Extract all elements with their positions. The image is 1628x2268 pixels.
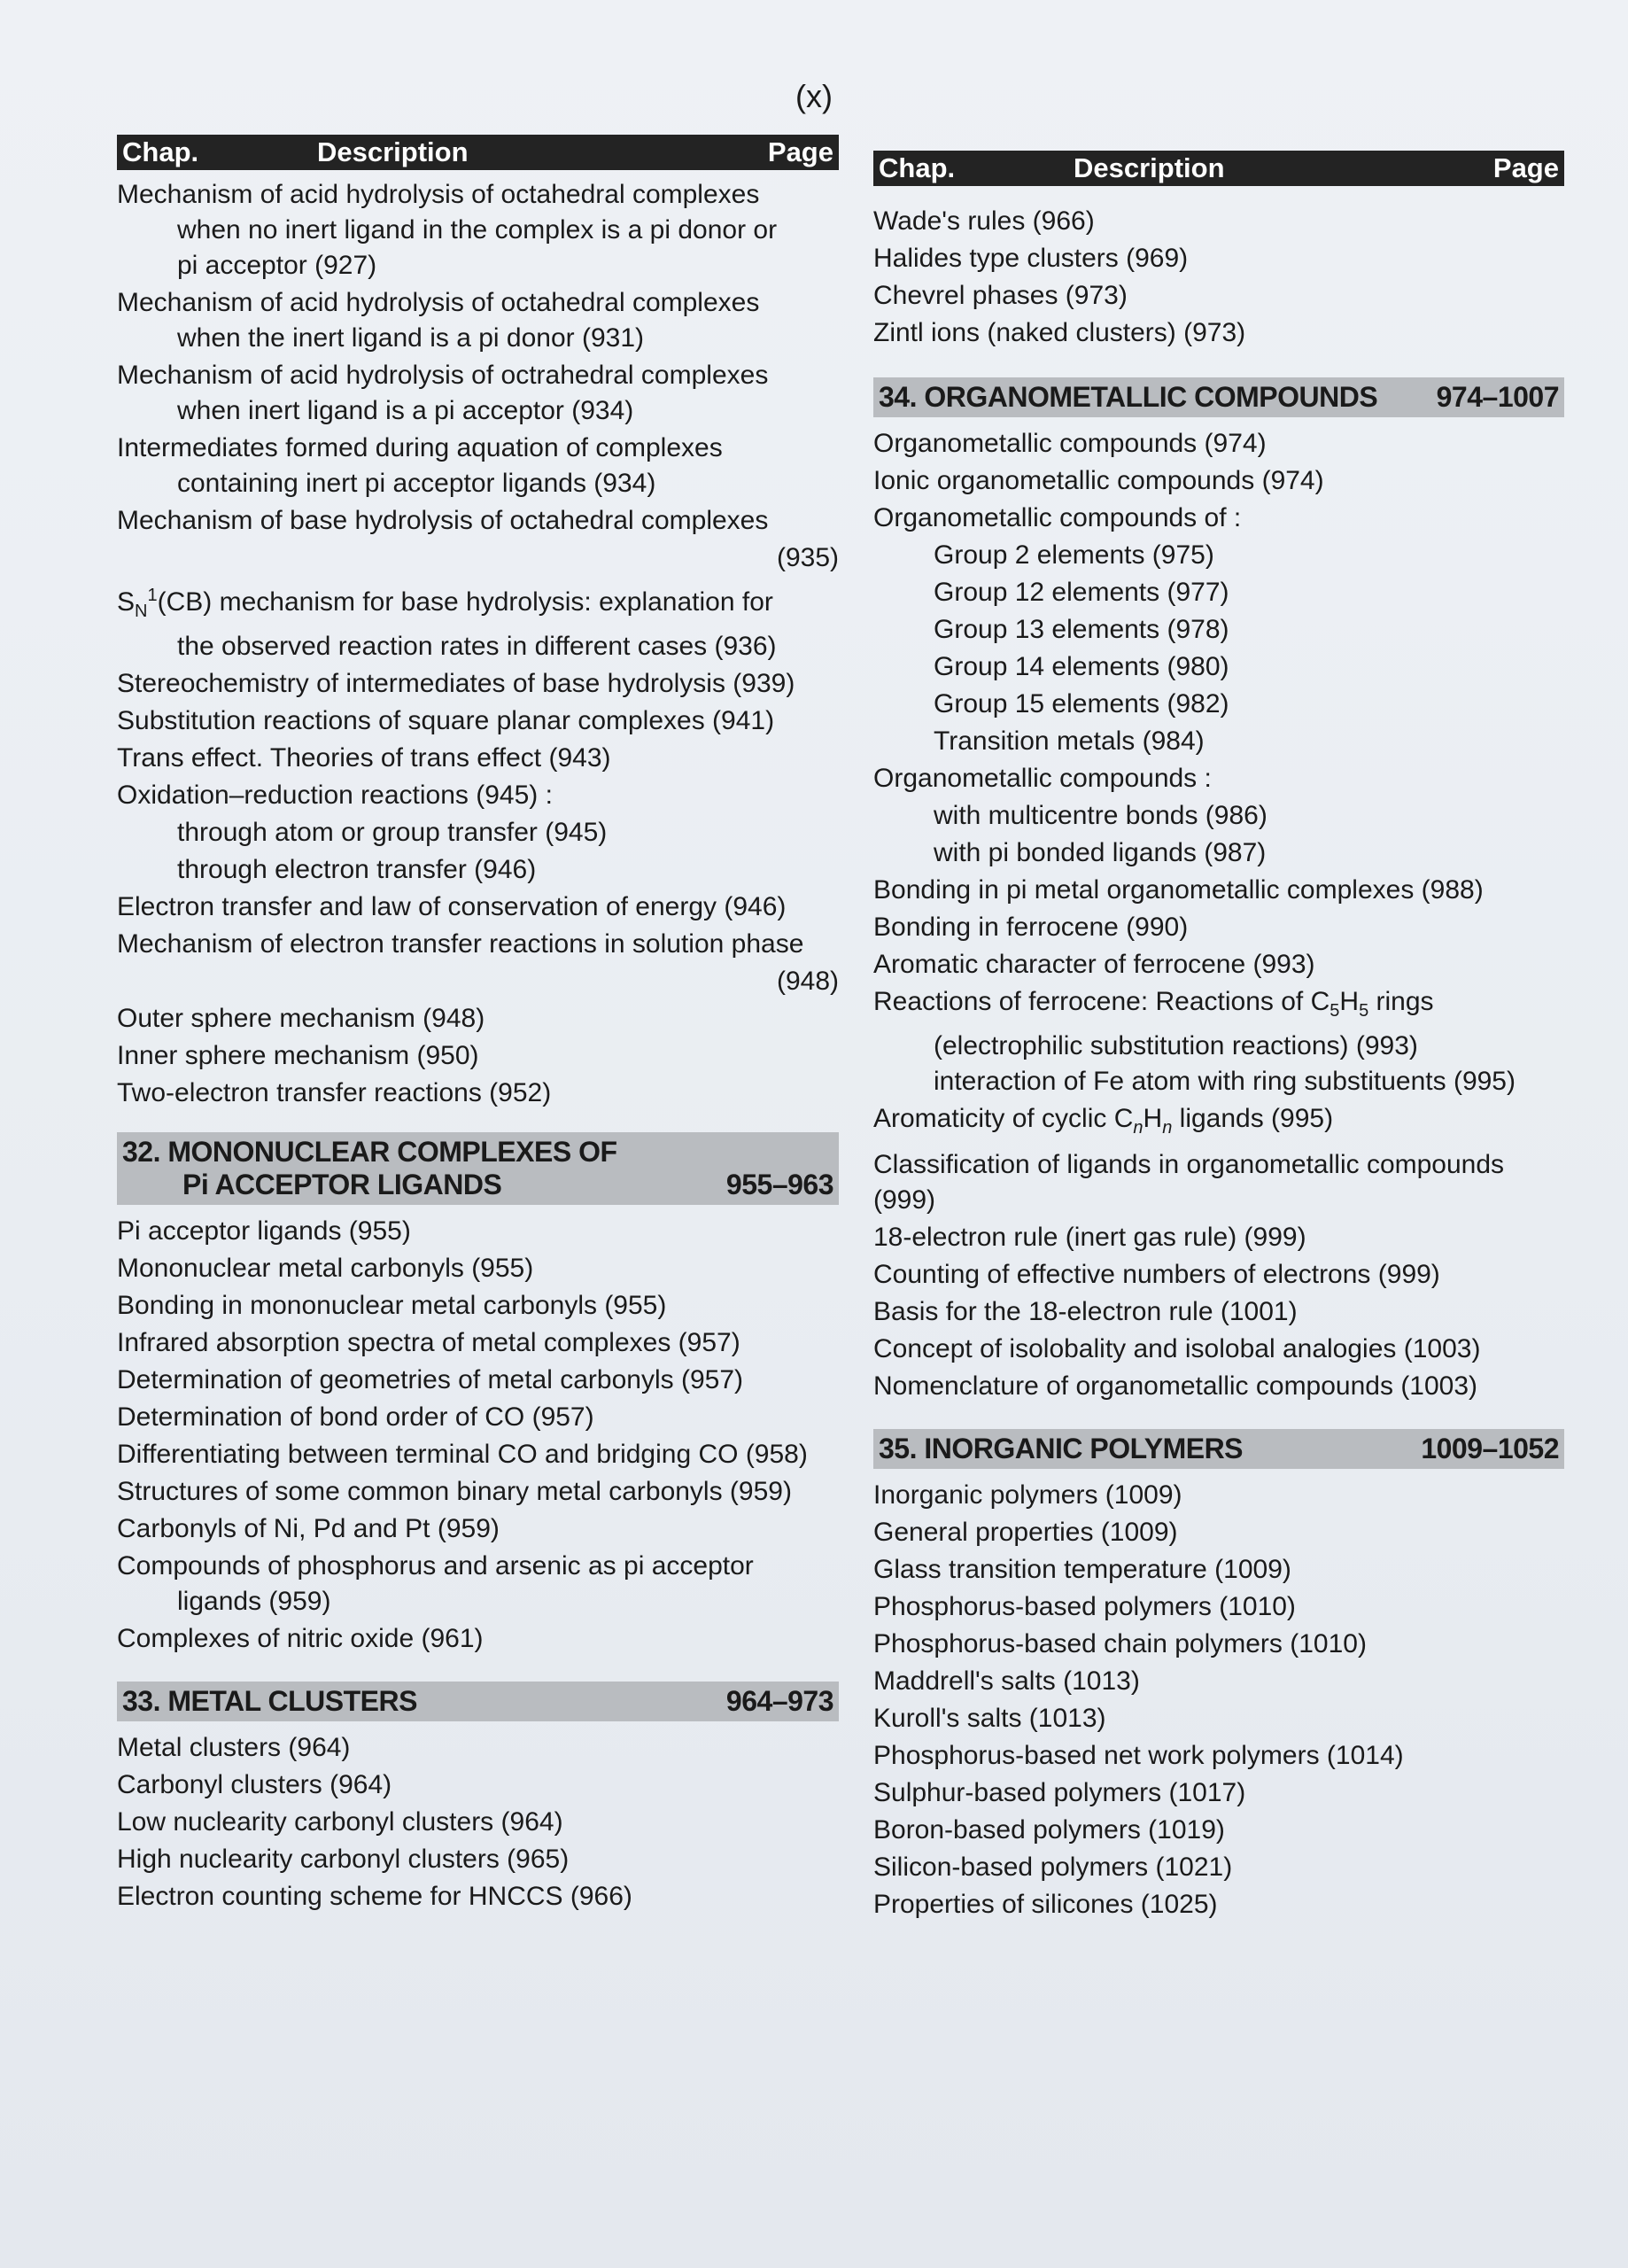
page-ref: (948) (776, 967, 839, 996)
right-column (873, 151, 1564, 1924)
toc-entry: Phosphorus-based net work polymers (1014) (873, 1741, 1404, 1770)
toc-entry: Bonding in ferrocene (990) (873, 913, 1189, 942)
toc-entry: Stereochemistry of intermediates of base hydrolysis (939) (117, 669, 795, 698)
section-32-title-line2: Pi ACCEPTOR LIGANDS (182, 1169, 502, 1200)
section-34-header (873, 377, 1564, 417)
toc-entry: Pi acceptor ligands (955) (117, 1216, 411, 1246)
entry-line: Mechanism of acid hydrolysis of octahedral complexes (117, 288, 760, 317)
toc-entry: Counting of effective numbers of electrons (999) (873, 1260, 1440, 1289)
toc-entry: Metal clusters (964) (117, 1733, 351, 1762)
toc-entry: Trans effect. Theories of trans effect (943) (117, 743, 611, 773)
toc-subentry: Group 15 elements (982) (934, 689, 1229, 718)
toc-entry: Chevrel phases (973) (873, 281, 1128, 310)
toc-entry (873, 984, 1564, 1099)
toc-subentry: Group 12 elements (977) (934, 578, 1229, 607)
sn-s: S (117, 587, 136, 617)
toc-entry: Glass transition temperature (1009) (873, 1555, 1291, 1584)
toc-entry (117, 503, 839, 539)
entry-continuation: when the inert ligand is a pi donor (931) (177, 323, 644, 353)
header-description: Description (317, 136, 469, 167)
toc-entry: Kuroll's salts (1013) (873, 1704, 1106, 1733)
section-32-header (117, 1132, 839, 1205)
section-33-header (117, 1682, 839, 1721)
entry-continuation: when no inert ligand in the complex is a pi donor or (177, 215, 778, 245)
toc-entry: Organometallic compounds : (873, 764, 1212, 793)
toc-entry: Organometallic compounds (974) (873, 429, 1267, 458)
aromaticity-sub-n: n (1133, 1118, 1143, 1138)
toc-entry: Structures of some common binary metal carbonyls (959) (117, 1477, 792, 1506)
toc-entry: Differentiating between terminal CO and bridging CO (958) (117, 1440, 808, 1469)
toc-entry: High nuclearity carbonyl clusters (965) (117, 1845, 570, 1874)
entry-continuation: interaction of Fe atom with ring substituents (995) (934, 1067, 1516, 1096)
toc-entry: 18-electron rule (inert gas rule) (999) (873, 1223, 1306, 1252)
ferrocene-tail: rings (1368, 987, 1434, 1016)
sn-sub: N (135, 602, 148, 621)
ferrocene-sub2: 5 (1359, 1001, 1369, 1021)
toc-entry: Substitution reactions of square planar complexes (941) (117, 706, 775, 735)
section-32-pages: 955–963 (725, 1169, 833, 1200)
left-column (117, 135, 839, 1916)
header-chap: Chap. (879, 152, 956, 183)
toc-entry: Ionic organometallic compounds (974) (873, 466, 1324, 495)
toc-header (117, 135, 839, 170)
entry-continuation: the observed reaction rates in different cases (936) (177, 632, 777, 661)
aromaticity-pre: Aromaticity of cyclic C (873, 1104, 1134, 1133)
toc-entry: Bonding in pi metal organometallic complexes (988) (873, 875, 1484, 905)
entry-continuation: (electrophilic substitution reactions) (993) (934, 1031, 1418, 1060)
toc-entry: Maddrell's salts (1013) (873, 1666, 1140, 1696)
entry-line: Intermediates formed during aquation of complexes (117, 433, 723, 462)
sn-rest: (CB) mechanism for base hydrolysis: explanation for (157, 587, 773, 617)
toc-entry: Nomenclature of organometallic compounds (1003) (873, 1371, 1478, 1401)
toc-entry: Inorganic polymers (1009) (873, 1480, 1182, 1510)
toc-entry: Classification of ligands in organometallic compounds (999) (873, 1150, 1505, 1215)
aromaticity-sub-n2: n (1162, 1118, 1173, 1138)
toc-entry: Mechanism of electron transfer reactions in solution phase (117, 929, 804, 959)
toc-entry: Mononuclear metal carbonyls (955) (117, 1254, 534, 1283)
ferrocene-h: H (1339, 987, 1360, 1016)
toc-header (873, 151, 1564, 186)
toc-entry: Carbonyls of Ni, Pd and Pt (959) (117, 1514, 500, 1543)
toc-subentry: Group 13 elements (978) (934, 615, 1229, 644)
toc-subentry: with pi bonded ligands (987) (934, 838, 1267, 867)
toc-entry: Low nuclearity carbonyl clusters (964) (117, 1807, 563, 1837)
entry-continuation: ligands (959) (177, 1587, 331, 1616)
entry-continuation: pi acceptor (927) (177, 251, 377, 280)
section-32-title-line1: 32. MONONUCLEAR COMPLEXES OF (122, 1136, 617, 1168)
ferrocene-sub: 5 (1330, 1001, 1340, 1021)
header-chap: Chap. (122, 136, 199, 167)
toc-entry: Determination of bond order of CO (957) (117, 1402, 594, 1432)
toc-entry: Inner sphere mechanism (950) (117, 1041, 479, 1070)
toc-subentry: Group 2 elements (975) (934, 540, 1214, 570)
toc-entry: General properties (1009) (873, 1518, 1178, 1547)
toc-entry: Halides type clusters (969) (873, 244, 1189, 273)
toc-entry (873, 1101, 1564, 1146)
toc-entry: Two-electron transfer reactions (952) (117, 1078, 552, 1107)
ferrocene-text: Reactions of ferrocene: Reactions of C (873, 987, 1330, 1016)
sn-sup: 1 (147, 586, 158, 605)
toc-subentry: Group 14 elements (980) (934, 652, 1229, 681)
toc-entry: Carbonyl clusters (964) (117, 1770, 392, 1799)
entry-line: Mechanism of base hydrolysis of octahedral complexes (117, 506, 769, 535)
toc-subentry: Transition metals (984) (934, 726, 1205, 756)
toc-entry: Determination of geometries of metal carbonyls (957) (117, 1365, 743, 1394)
section-35-header (873, 1429, 1564, 1469)
toc-entry: Outer sphere mechanism (948) (117, 1004, 485, 1033)
section-33-pages: 964–973 (725, 1685, 833, 1717)
toc-entry: Wade's rules (966) (873, 206, 1095, 236)
section-34-title: 34. ORGANOMETALLIC COMPOUNDS (879, 381, 1378, 413)
toc-entry: Zintl ions (naked clusters) (973) (873, 318, 1246, 347)
toc-entry: Sulphur-based polymers (1017) (873, 1778, 1246, 1807)
toc-entry (117, 431, 839, 501)
toc-entry (117, 177, 839, 284)
toc-entry: Electron transfer and law of conservation of energy (946) (117, 892, 787, 921)
toc-entry: Boron-based polymers (1019) (873, 1815, 1225, 1845)
toc-entry: Infrared absorption spectra of metal complexes (957) (117, 1328, 740, 1357)
section-34-pages: 974–1007 (1436, 381, 1559, 413)
header-page: Page (1492, 152, 1559, 183)
header-page: Page (767, 136, 833, 167)
toc-subentry: with multicentre bonds (986) (934, 801, 1268, 830)
page-number: (x) (795, 78, 833, 114)
entry-continuation: containing inert pi acceptor ligands (934) (177, 469, 656, 498)
toc-subentry: through atom or group transfer (945) (177, 818, 608, 847)
toc-entry: Complexes of nitric oxide (961) (117, 1624, 484, 1653)
toc-entry: Bonding in mononuclear metal carbonyls (955) (117, 1291, 667, 1320)
aromaticity-h: H (1143, 1104, 1163, 1133)
toc-entry: Basis for the 18-electron rule (1001) (873, 1297, 1298, 1326)
header-description: Description (1074, 152, 1225, 183)
toc-entry: Electron counting scheme for HNCCS (966) (117, 1882, 632, 1911)
toc-entry: Oxidation–reduction reactions (945) : (117, 781, 553, 810)
aromaticity-post: ligands (995) (1172, 1104, 1334, 1133)
toc-entry: Aromatic character of ferrocene (993) (873, 950, 1315, 979)
page-ref: (935) (776, 543, 839, 572)
toc-entry: Phosphorus-based chain polymers (1010) (873, 1629, 1367, 1658)
entry-line: Mechanism of acid hydrolysis of octahedral complexes (117, 180, 760, 209)
section-35-pages: 1009–1052 (1421, 1433, 1559, 1464)
toc-entry: Silicon-based polymers (1021) (873, 1852, 1233, 1882)
toc-entry: Compounds of phosphorus and arsenic as pi acceptor (117, 1551, 754, 1581)
toc-entry: Phosphorus-based polymers (1010) (873, 1592, 1296, 1621)
toc-entry (117, 578, 839, 664)
toc-entry (117, 285, 839, 356)
toc-entry: Properties of silicones (1025) (873, 1890, 1218, 1919)
toc-entry: Organometallic compounds of : (873, 503, 1242, 532)
toc-subentry: through electron transfer (946) (177, 855, 537, 884)
section-35-title: 35. INORGANIC POLYMERS (879, 1433, 1244, 1464)
toc-entry (117, 358, 839, 429)
entry-continuation: when inert ligand is a pi acceptor (934) (177, 396, 634, 425)
entry-line: Mechanism of acid hydrolysis of octrahedral complexes (117, 361, 769, 390)
toc-entry: Concept of isolobality and isolobal analogies (1003) (873, 1334, 1481, 1363)
section-33-title: 33. METAL CLUSTERS (122, 1685, 417, 1717)
